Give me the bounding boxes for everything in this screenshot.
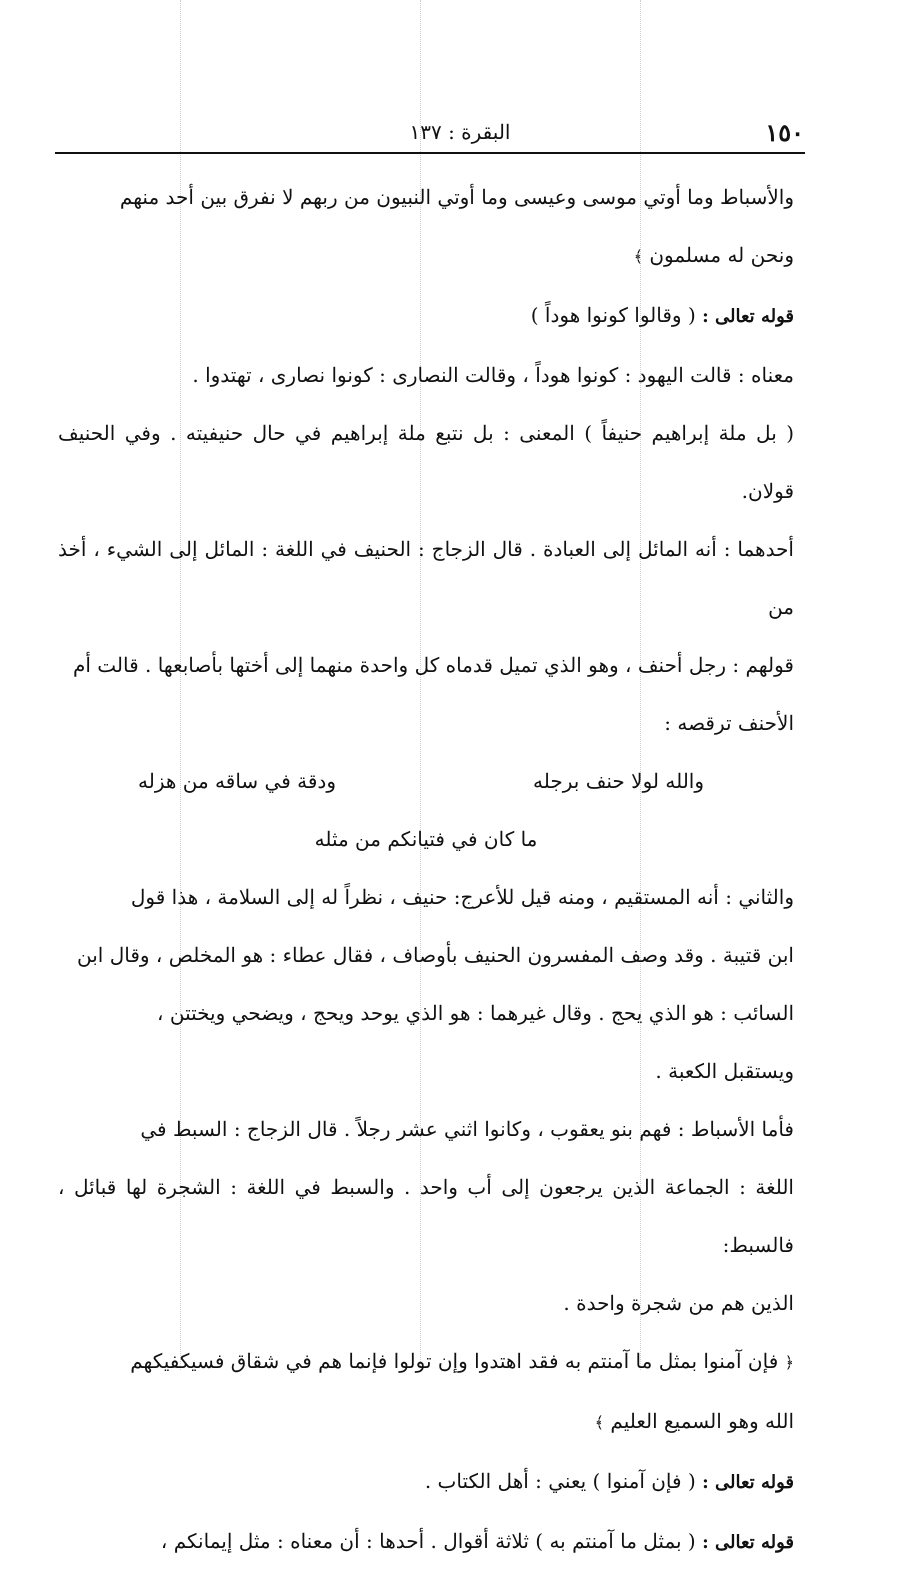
line-text: فإن آمنوا بمثل ما آمنتم به فقد اهتدوا وإن تولوا فإنما هم في شقاق فسيكفيكهم [130, 1349, 779, 1373]
header-rule [55, 152, 805, 154]
text-line [58, 286, 794, 346]
text-line [58, 168, 794, 226]
text-line [58, 1332, 794, 1392]
lead-phrase: قوله تعالى : [702, 306, 794, 327]
running-head: البقرة : ١٣٧ [409, 120, 511, 144]
text-line [58, 1274, 794, 1332]
lead-phrase: قوله تعالى : [702, 1532, 794, 1553]
line-text: اللغة : الجماعة الذين يرجعون إلى أب واحد . والسبط في اللغة : الشجرة لها قبائل ، فالسبط: [58, 1175, 794, 1257]
text-line [58, 868, 794, 926]
verse-line [58, 752, 794, 810]
text-line [58, 926, 794, 984]
text-line [58, 404, 794, 520]
line-text: والثاني : أنه المستقيم ، ومنه قيل للأعرج: حنيف ، نظراً له إلى السلامة ، هذا قول [130, 885, 794, 909]
line-text: قولهم : رجل أحنف ، وهو الذي تميل قدماه كل واحدة منهما إلى أختها بأصابعها . قالت أم [73, 653, 794, 677]
line-text: فأما الأسباط : فهم بنو يعقوب ، وكانوا اثني عشر رجلاً . قال الزجاج : السبط في [140, 1117, 794, 1141]
line-text: والأسباط وما أوتي موسى وعيسى وما أوتي النبيون من ربهم لا نفرق بين أحد منهم [119, 185, 794, 209]
page-header [60, 110, 804, 154]
text-line [58, 1512, 794, 1572]
text-line [58, 1392, 794, 1452]
text-line [58, 1158, 794, 1274]
quran-open-bracket: ﴿ [784, 1353, 794, 1372]
text-line [58, 226, 794, 286]
line-text: ابن قتيبة . وقد وصف المفسرون الحنيف بأوصاف ، فقال عطاء : هو المخلص ، وقال ابن [77, 943, 794, 967]
text-line [58, 636, 794, 694]
verse-line [58, 810, 794, 868]
lead-phrase: قوله تعالى : [702, 1472, 794, 1493]
quran-close-bracket: ﴾ [633, 247, 643, 266]
line-text: ونحن له مسلمون [649, 243, 794, 267]
line-text: ( بمثل ما آمنتم به ) ثلاثة أقوال . أحدها : أن معناه : مثل إيمانكم ، [160, 1529, 696, 1553]
text-line [58, 1452, 794, 1512]
text-line [58, 694, 794, 752]
verse-hemistich-right: والله لولا حنف برجله [533, 769, 704, 793]
quran-close-bracket: ﴾ [594, 1413, 605, 1432]
line-text: ( فإن آمنوا ) يعني : أهل الكتاب . [424, 1469, 696, 1493]
line-text: معناه : قالت اليهود : كونوا هوداً ، وقالت النصارى : كونوا نصارى ، تهتدوا . [192, 363, 794, 387]
line-text: ( وقالوا كونوا هوداً ) [530, 303, 696, 327]
page-number: ١٥٠ [765, 118, 804, 147]
line-text: الأحنف ترقصه : [664, 711, 794, 735]
line-text: الله وهو السميع العليم [610, 1409, 794, 1433]
line-text: ويستقبل الكعبة . [655, 1059, 794, 1083]
line-text: أحدهما : أنه المائل إلى العبادة . قال الزجاج : الحنيف في اللغة : المائل إلى الشيء ، أخذ من [58, 537, 794, 619]
text-line [58, 1100, 794, 1158]
line-text: الذين هم من شجرة واحدة . [563, 1291, 794, 1315]
verse-hemistich: ما كان في فتيانكم من مثله [314, 827, 538, 851]
line-text: ( بل ملة إبراهيم حنيفاً ) المعنى : بل نتبع ملة إبراهيم في حال حنيفيته . وفي الحنيف قولان. [58, 421, 794, 503]
text-line [58, 984, 794, 1042]
verse-hemistich-left: ودقة في ساقه من هزله [138, 769, 336, 793]
text-line [58, 520, 794, 636]
text-line [58, 346, 794, 404]
text-line [58, 1042, 794, 1100]
body-text [58, 168, 794, 1572]
line-text: السائب : هو الذي يحج . وقال غيرهما : هو الذي يوحد ويحج ، ويضحي ويختتن ، [157, 1001, 794, 1025]
